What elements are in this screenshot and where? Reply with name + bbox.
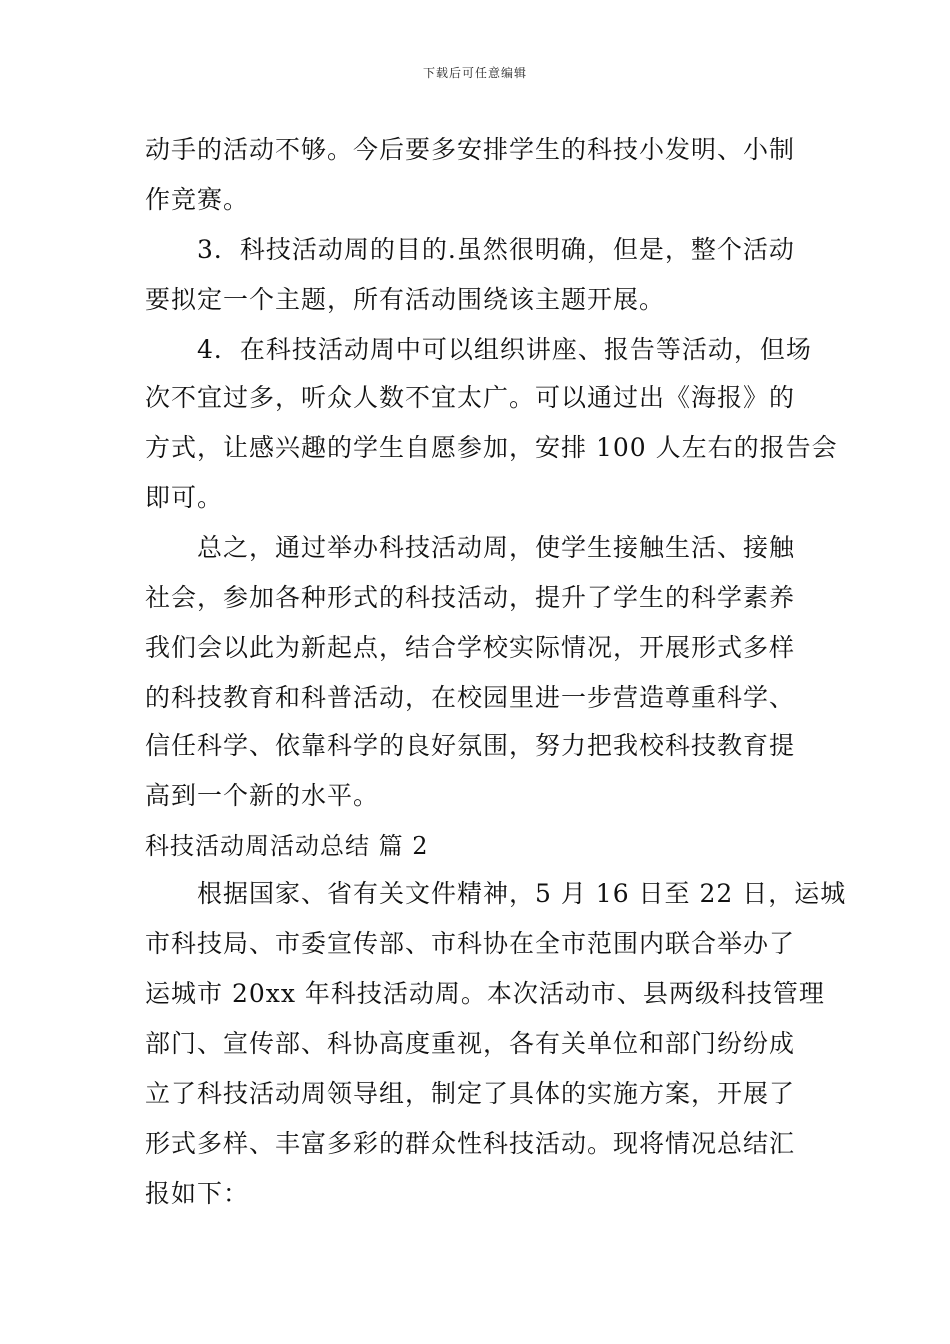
body-line: 运城市 20xx 年科技活动周。本次活动市、县两级科技管理: [145, 979, 825, 1008]
body-line: 立了科技活动周领导组，制定了具体的实施方案，开展了: [145, 1079, 796, 1108]
body-line: 形式多样、丰富多彩的群众性科技活动。现将情况总结汇: [145, 1129, 796, 1158]
body-line: 信任科学、依靠科学的良好氛围，努力把我校科技教育提: [145, 731, 796, 760]
summary-paragraph-start: 总之，通过举办科技活动周，使学生接触生活、接触: [197, 533, 796, 562]
list-item-3: 3．科技活动周的目的.虽然很明确，但是，整个活动: [197, 235, 795, 264]
body-line: 报如下：: [145, 1179, 250, 1208]
body-line: 市科技局、市委宣传部、市科协在全市范围内联合举办了: [145, 929, 796, 958]
body-line: 即可。: [145, 483, 224, 512]
body-line: 社会，参加各种形式的科技活动，提升了学生的科学素养: [145, 583, 796, 612]
body-line: 高到一个新的水平。: [145, 781, 380, 810]
body-line: 我们会以此为新起点，结合学校实际情况，开展形式多样: [145, 633, 796, 662]
body-line: 部门、宣传部、科协高度重视，各有关单位和部门纷纷成: [145, 1029, 796, 1058]
body-line: 作竞赛。: [145, 185, 250, 214]
body-line: 动手的活动不够。今后要多安排学生的科技小发明、小制: [145, 135, 796, 164]
page-header-note: 下载后可任意编辑: [422, 66, 527, 80]
body-line: 的科技教育和科普活动，在校园里进一步营造尊重科学、: [145, 683, 796, 712]
list-item-4: 4．在科技活动周中可以组织讲座、报告等活动，但场: [197, 335, 812, 364]
body-line: 要拟定一个主题，所有活动围绕该主题开展。: [145, 285, 666, 314]
body-line: 方式，让感兴趣的学生自愿参加，安排 100 人左右的报告会: [145, 433, 838, 462]
body-line: 次不宜过多，听众人数不宜太广。可以通过出《海报》的: [145, 383, 796, 412]
section-paragraph-start: 根据国家、省有关文件精神，5 月 16 日至 22 日，运城: [197, 879, 847, 908]
section-title: 科技活动周活动总结 篇 2: [145, 832, 429, 860]
